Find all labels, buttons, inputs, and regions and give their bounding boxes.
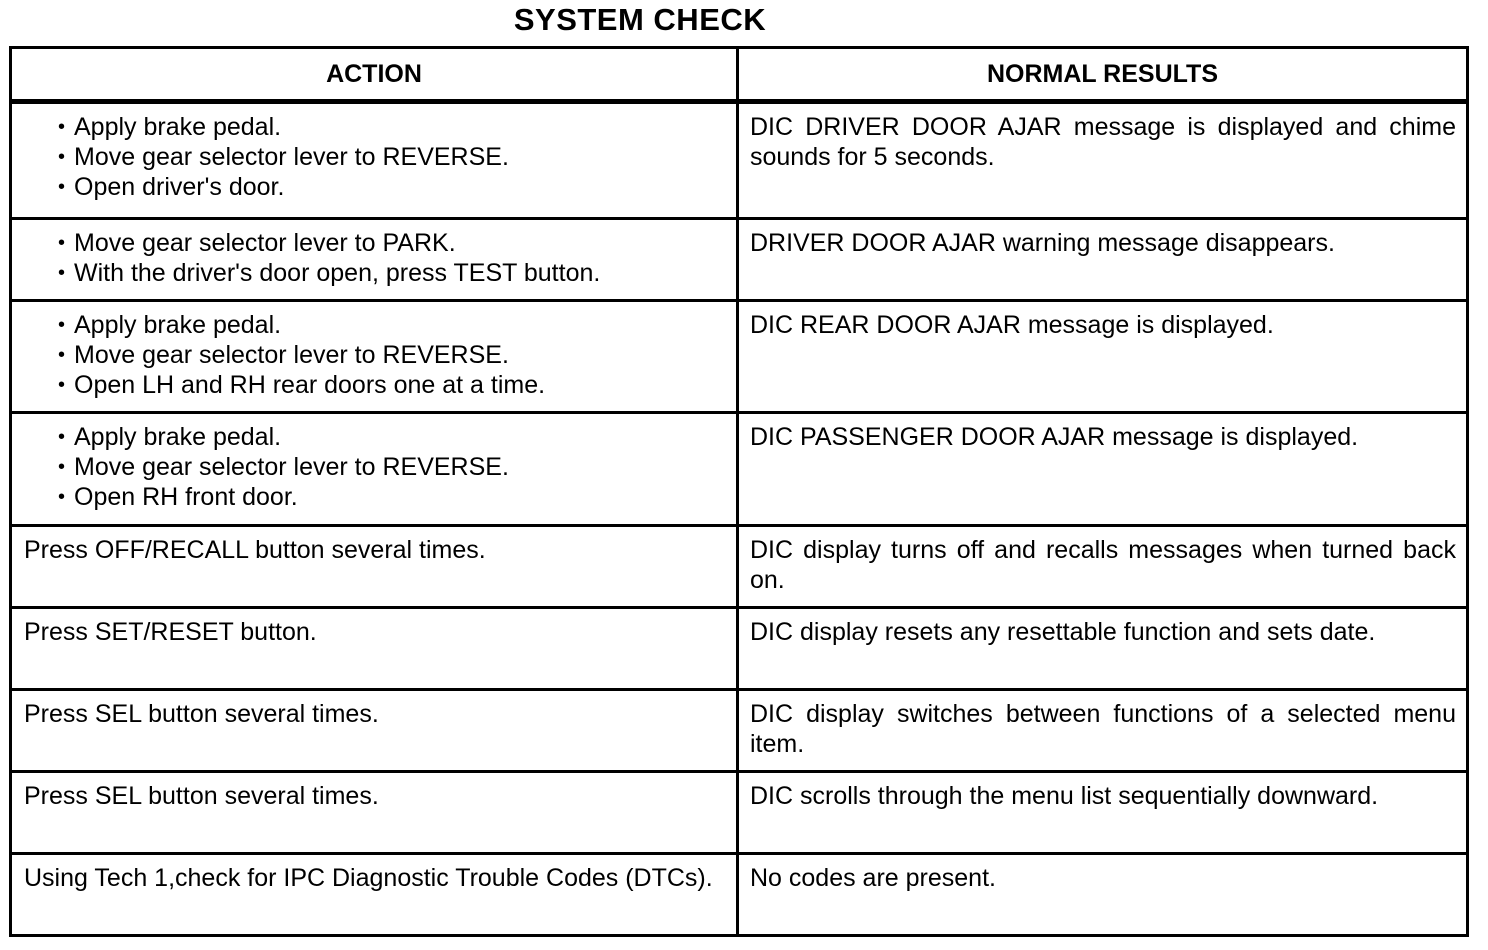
action-step: • Open RH front door. bbox=[58, 482, 726, 512]
action-step: • Apply brake pedal. bbox=[58, 422, 726, 452]
result-cell: DIC scrolls through the menu list sequentially downward. bbox=[738, 772, 1468, 854]
action-list bbox=[24, 310, 726, 400]
action-step: • With the driver's door open, press TEST button. bbox=[58, 258, 726, 288]
action-cell bbox=[11, 413, 738, 526]
action-cell bbox=[11, 301, 738, 413]
action-cell bbox=[11, 219, 738, 301]
action-list bbox=[24, 228, 726, 288]
result-cell: DIC PASSENGER DOOR AJAR message is displayed. bbox=[738, 413, 1468, 526]
table-header-row bbox=[11, 48, 1468, 102]
action-cell: Using Tech 1,check for IPC Diagnostic Trouble Codes (DTCs). bbox=[11, 854, 738, 936]
action-step: • Apply brake pedal. bbox=[58, 112, 726, 142]
table-row bbox=[11, 854, 1468, 936]
action-step: • Open LH and RH rear doors one at a time. bbox=[58, 370, 726, 400]
action-step: • Move gear selector lever to REVERSE. bbox=[58, 340, 726, 370]
column-header-action: ACTION bbox=[11, 48, 738, 102]
result-cell: DIC REAR DOOR AJAR message is displayed. bbox=[738, 301, 1468, 413]
result-cell: DRIVER DOOR AJAR warning message disappears. bbox=[738, 219, 1468, 301]
result-cell: DIC display switches between functions of a selected menu item. bbox=[738, 690, 1468, 772]
action-cell bbox=[11, 102, 738, 219]
table-row bbox=[11, 608, 1468, 690]
table-row bbox=[11, 102, 1468, 219]
action-step: • Move gear selector lever to PARK. bbox=[58, 228, 726, 258]
action-step: • Move gear selector lever to REVERSE. bbox=[58, 142, 726, 172]
action-cell: Press SEL button several times. bbox=[11, 690, 738, 772]
result-cell: DIC display turns off and recalls messages when turned back on. bbox=[738, 526, 1468, 608]
action-step: • Move gear selector lever to REVERSE. bbox=[58, 452, 726, 482]
action-list bbox=[24, 422, 726, 512]
table-row bbox=[11, 526, 1468, 608]
system-check-table bbox=[9, 46, 1469, 937]
table-row bbox=[11, 219, 1468, 301]
table-row bbox=[11, 413, 1468, 526]
table-row bbox=[11, 772, 1468, 854]
table-row bbox=[11, 690, 1468, 772]
result-cell: No codes are present. bbox=[738, 854, 1468, 936]
table-row bbox=[11, 301, 1468, 413]
action-list bbox=[24, 112, 726, 202]
action-cell: Press SET/RESET button. bbox=[11, 608, 738, 690]
action-step: • Apply brake pedal. bbox=[58, 310, 726, 340]
page-title: SYSTEM CHECK bbox=[513, 2, 767, 37]
action-cell: Press SEL button several times. bbox=[11, 772, 738, 854]
result-cell: DIC display resets any resettable function and sets date. bbox=[738, 608, 1468, 690]
action-step: • Open driver's door. bbox=[58, 172, 726, 202]
result-cell: DIC DRIVER DOOR AJAR message is displayed and chime sounds for 5 seconds. bbox=[738, 102, 1468, 219]
column-header-normal-results: NORMAL RESULTS bbox=[738, 48, 1468, 102]
action-cell: Press OFF/RECALL button several times. bbox=[11, 526, 738, 608]
